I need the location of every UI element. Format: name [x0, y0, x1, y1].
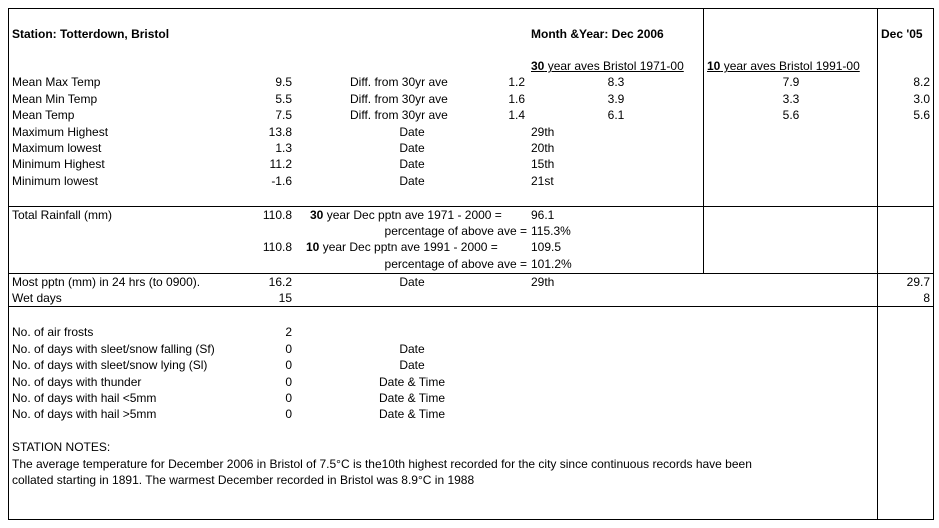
- temp-diff-label: Diff. from 30yr ave: [350, 92, 448, 106]
- day-count-value: 2: [285, 325, 292, 339]
- temp-ave30-value: 3.9: [607, 92, 625, 106]
- day-count-date-label: Date & Time: [378, 375, 446, 389]
- ave10-header-number: 10: [707, 59, 721, 73]
- rainfall-ave10-value: 109.5: [531, 240, 562, 254]
- rainfall-ave30-number: 30: [310, 208, 324, 222]
- day-count-label: No. of air frosts: [12, 325, 94, 339]
- temp-prev-value: 3.0: [913, 92, 930, 106]
- border-right: [933, 8, 934, 520]
- temp-diff-value: 1.2: [508, 75, 525, 89]
- rainfall-ave30-text: year Dec pptn ave 1971 - 2000 =: [323, 208, 502, 222]
- rainfall-pct-value: 101.2%: [531, 257, 572, 271]
- temp-diff-label: Diff. from 30yr ave: [350, 75, 448, 89]
- day-count-date-label: Date & Time: [378, 391, 446, 405]
- max-pptn-date: 29th: [531, 275, 555, 289]
- divider-after-rain: [8, 273, 934, 274]
- temp-value: 7.5: [275, 108, 292, 122]
- max-pptn-date-label: Date: [399, 275, 425, 289]
- station-notes-line: The average temperature for December 2006 in Bristol of 7.5°C is the10th highest recorded for the city since continuous records have been: [12, 457, 752, 471]
- temp-label: Mean Temp: [12, 108, 75, 122]
- station-title: Station: Totterdown, Bristol: [12, 27, 170, 41]
- extreme-label: Maximum lowest: [12, 141, 102, 155]
- day-count-value: 0: [285, 375, 292, 389]
- day-count-value: 0: [285, 342, 292, 356]
- max-pptn-label: Most pptn (mm) in 24 hrs (to 0900).: [12, 275, 201, 289]
- extreme-value: 1.3: [275, 141, 292, 155]
- rainfall-ave10-text: year Dec pptn ave 1991 - 2000 =: [319, 240, 498, 254]
- temp-diff-label: Diff. from 30yr ave: [350, 108, 448, 122]
- extreme-date: 21st: [531, 174, 554, 188]
- ave30-column-header: [531, 59, 684, 73]
- temp-diff-value: 1.4: [508, 108, 525, 122]
- extreme-label: Minimum Highest: [12, 157, 105, 171]
- temp-ave30-value: 6.1: [607, 108, 625, 122]
- temp-diff-value: 1.6: [508, 92, 525, 106]
- rainfall-label: Total Rainfall (mm): [12, 208, 113, 222]
- day-count-value: 0: [285, 407, 292, 421]
- day-count-label: No. of days with hail >5mm: [12, 407, 157, 421]
- temp-value: 9.5: [275, 75, 292, 89]
- rainfall-pct-label: percentage of above ave =: [384, 224, 527, 238]
- max-pptn-prev-value: 29.7: [906, 275, 930, 289]
- temp-value: 5.5: [275, 92, 292, 106]
- station-notes-line: collated starting in 1891. The warmest December recorded in Bristol was 8.9°C in 1988: [12, 473, 475, 487]
- temp-prev-value: 8.2: [913, 75, 930, 89]
- rainfall-ave30-label: [310, 208, 502, 222]
- extreme-date: 29th: [531, 125, 555, 139]
- wet-days-prev-value: 8: [923, 291, 930, 305]
- ave30-header-text: year aves Bristol 1971-00: [544, 59, 684, 73]
- temp-ave10-value: 7.9: [782, 75, 800, 89]
- extreme-label: Maximum Highest: [12, 125, 109, 139]
- rainfall-pct-label: percentage of above ave =: [384, 257, 527, 271]
- temp-label: Mean Min Temp: [12, 92, 98, 106]
- extreme-date-label: Date: [399, 141, 425, 155]
- extreme-value: 13.8: [268, 125, 292, 139]
- day-count-label: No. of days with sleet/snow lying (Sl): [12, 358, 208, 372]
- day-count-date-label: Date & Time: [378, 407, 446, 421]
- rainfall-ave10-number: 10: [306, 240, 320, 254]
- border-bottom: [8, 519, 934, 520]
- temp-label: Mean Max Temp: [12, 75, 101, 89]
- max-pptn-value: 16.2: [268, 275, 292, 289]
- rainfall-value-repeat: 110.8: [262, 240, 292, 254]
- divider-after-temps: [8, 206, 934, 207]
- extreme-date-label: Date: [399, 125, 425, 139]
- day-count-value: 0: [285, 358, 292, 372]
- day-count-label: No. of days with thunder: [12, 375, 142, 389]
- day-count-label: No. of days with sleet/snow falling (Sf): [12, 342, 215, 356]
- ave10-header-text: year aves Bristol 1991-00: [720, 59, 860, 73]
- divider-vertical-10yr: [703, 8, 704, 274]
- day-count-value: 0: [285, 391, 292, 405]
- extreme-date: 15th: [531, 157, 555, 171]
- extreme-date: 20th: [531, 141, 555, 155]
- prev-year-title: Dec '05: [881, 27, 923, 41]
- wet-days-label: Wet days: [12, 291, 62, 305]
- rainfall-value: 110.8: [262, 208, 292, 222]
- station-notes-heading: STATION NOTES:: [12, 440, 111, 454]
- ave30-header-number: 30: [531, 59, 545, 73]
- divider-after-pptn: [8, 306, 934, 307]
- border-left: [8, 8, 9, 520]
- extreme-value: -1.6: [271, 174, 292, 188]
- extreme-label: Minimum lowest: [12, 174, 99, 188]
- extreme-date-label: Date: [399, 174, 425, 188]
- temp-ave10-value: 5.6: [782, 108, 800, 122]
- extreme-value: 11.2: [269, 157, 292, 171]
- rainfall-ave30-value: 96.1: [531, 208, 555, 222]
- temp-ave30-value: 8.3: [607, 75, 625, 89]
- day-count-label: No. of days with hail <5mm: [12, 391, 157, 405]
- day-count-date-label: Date: [399, 358, 425, 372]
- wet-days-value: 15: [278, 291, 292, 305]
- extreme-date-label: Date: [399, 157, 425, 171]
- month-year-title: Month &Year: Dec 2006: [531, 27, 664, 41]
- rainfall-pct-value: 115.3%: [531, 224, 571, 238]
- rainfall-ave10-label: [306, 240, 498, 254]
- ave10-column-header: [707, 59, 860, 73]
- day-count-date-label: Date: [399, 342, 425, 356]
- temp-ave10-value: 3.3: [782, 92, 800, 106]
- border-top: [8, 8, 934, 9]
- temp-prev-value: 5.6: [913, 108, 930, 122]
